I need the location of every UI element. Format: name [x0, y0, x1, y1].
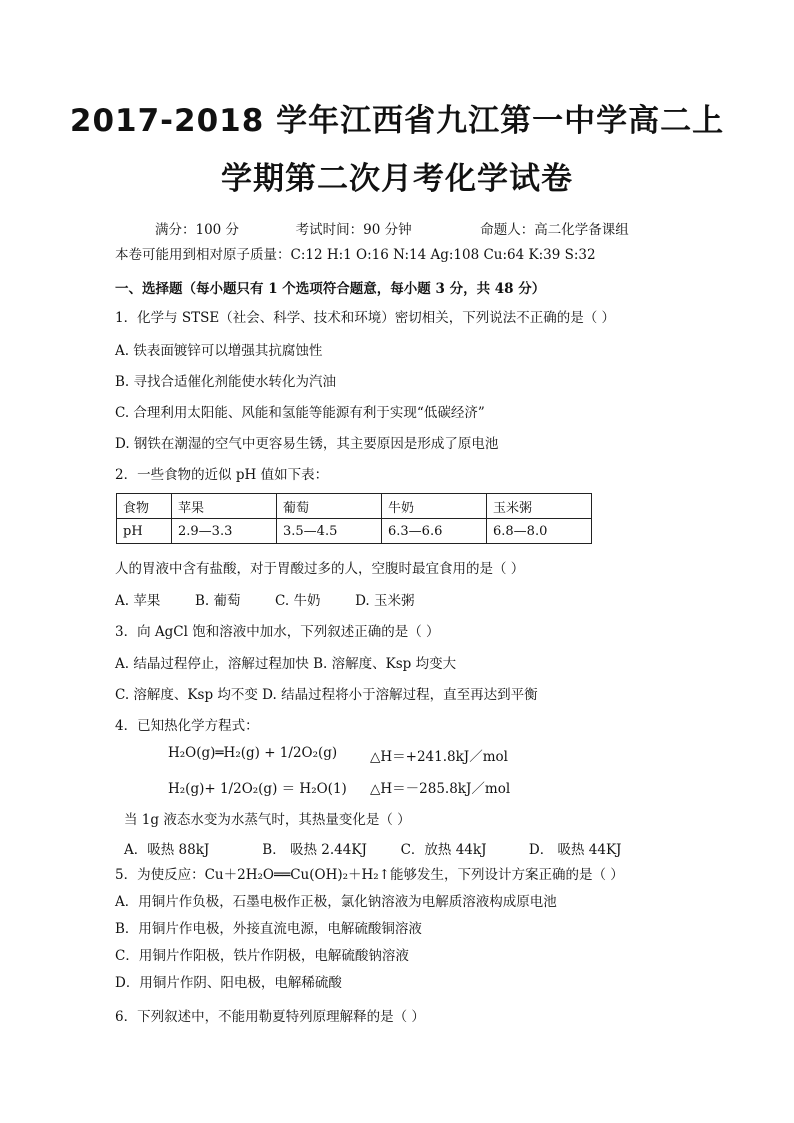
- q4-equation2: H₂(g)+ 1/2O₂(g) ＝ H₂O(1): [168, 781, 347, 797]
- atomic-masses: 本卷可能用到相对原子质量：C:12 H:1 O:16 N:14 Ag:108 Cu:64 K:39 S:32: [115, 247, 596, 263]
- q4-question: 当 1g 液态水变为水蒸气时，其热量变化是（ ）: [124, 812, 411, 828]
- q3-options-line2: C. 溶解度、Ksp 均不变 D. 结晶过程将小于溶解过程，直至再达到平衡: [115, 687, 538, 703]
- full-score: 满分：100 分: [155, 222, 240, 238]
- exam-title-line1: 2017-2018 学年江西省九江第一中学高二上: [69, 103, 725, 139]
- exam-meta: [155, 218, 629, 238]
- q2-option-c: C. 牛奶: [275, 593, 321, 609]
- q2-question: 人的胃液中含有盐酸，对于胃酸过多的人，空腹时最宜食用的是（ ）: [115, 561, 525, 577]
- q6-stem: 6．下列叙述中，不能用勒夏特列原理解释的是（ ）: [115, 1009, 425, 1025]
- q1-option-a: A. 铁表面镀锌可以增强其抗腐蚀性: [115, 343, 323, 359]
- table-cell: 牛奶: [382, 494, 487, 519]
- q4-enthalpy1: △H＝+241.8kJ／mol: [370, 749, 508, 765]
- q2-options: [115, 589, 415, 609]
- q4-options: [124, 838, 621, 858]
- exam-title-line2: 学期第二次月考化学试卷: [221, 161, 573, 197]
- table-cell: 苹果: [172, 494, 277, 519]
- section-heading: 一、选择题（每小题只有 1 个选项符合题意，每小题 3 分，共 48 分）: [115, 281, 546, 297]
- table-cell: 食物: [117, 494, 172, 519]
- q1-option-c: C. 合理利用太阳能、风能和氢能等能源有利于实现“低碳经济”: [115, 405, 485, 421]
- table-header-row: [117, 494, 592, 519]
- table-cell: 6.8—8.0: [487, 519, 592, 544]
- q2-stem: 2．一些食物的近似 pH 值如下表：: [115, 467, 329, 483]
- q4-equation1: H₂O(g)═H₂(g) + 1/2O₂(g): [168, 745, 338, 761]
- author: 命题人：高二化学备课组: [480, 222, 629, 238]
- q1-option-d: D. 钢铁在潮湿的空气中更容易生锈，其主要原因是形成了原电池: [115, 436, 499, 452]
- q5-option-c: C．用铜片作阳极，铁片作阴极，电解硫酸钠溶液: [115, 948, 409, 964]
- table-cell: 玉米粥: [487, 494, 592, 519]
- q2-option-d: D. 玉米粥: [355, 593, 415, 609]
- table-cell: 葡萄: [277, 494, 382, 519]
- table-cell: 6.3—6.6: [382, 519, 487, 544]
- q4-option-b: B． 吸热 2.44KJ: [262, 842, 367, 858]
- q3-options-line1: A. 结晶过程停止，溶解过程加快 B. 溶解度、Ksp 均变大: [115, 656, 457, 672]
- q4-option-d: D． 吸热 44KJ: [528, 842, 622, 858]
- q1-stem: 1．化学与 STSE（社会、科学、技术和环境）密切相关，下列说法不正确的是（ ）: [115, 310, 616, 326]
- q1-option-b: B. 寻找合适催化剂能使水转化为汽油: [115, 374, 337, 390]
- table-cell: 2.9—3.3: [172, 519, 277, 544]
- table-cell: 3.5—4.5: [277, 519, 382, 544]
- q2-option-a: A. 苹果: [115, 593, 161, 609]
- q5-option-b: B．用铜片作电极，外接直流电源，电解硫酸铜溶液: [115, 921, 422, 937]
- table-row: [117, 519, 592, 544]
- q4-enthalpy2: △H＝－285.8kJ／mol: [370, 781, 511, 797]
- q5-stem: 5．为使反应：Cu＋2H₂O══Cu(OH)₂＋H₂↑能够发生，下列设计方案正确的是（ ）: [115, 867, 624, 883]
- q5-option-d: D．用铜片作阴、阳电极，电解稀硫酸: [115, 975, 342, 991]
- table-cell: pH: [117, 519, 172, 544]
- q4-option-a: A．吸热 88kJ: [124, 842, 210, 858]
- q4-stem: 4．已知热化学方程式：: [115, 718, 259, 734]
- q5-option-a: A．用铜片作负极，石墨电极作正极，氯化钠溶液为电解质溶液构成原电池: [115, 894, 557, 910]
- q3-stem: 3．向 AgCl 饱和溶液中加水，下列叙述正确的是（ ）: [115, 624, 440, 640]
- exam-time: 考试时间：90 分钟: [295, 222, 412, 238]
- q2-option-b: B. 葡萄: [194, 593, 241, 609]
- q4-option-c: C．放热 44kJ: [400, 842, 487, 858]
- ph-table: [116, 493, 592, 544]
